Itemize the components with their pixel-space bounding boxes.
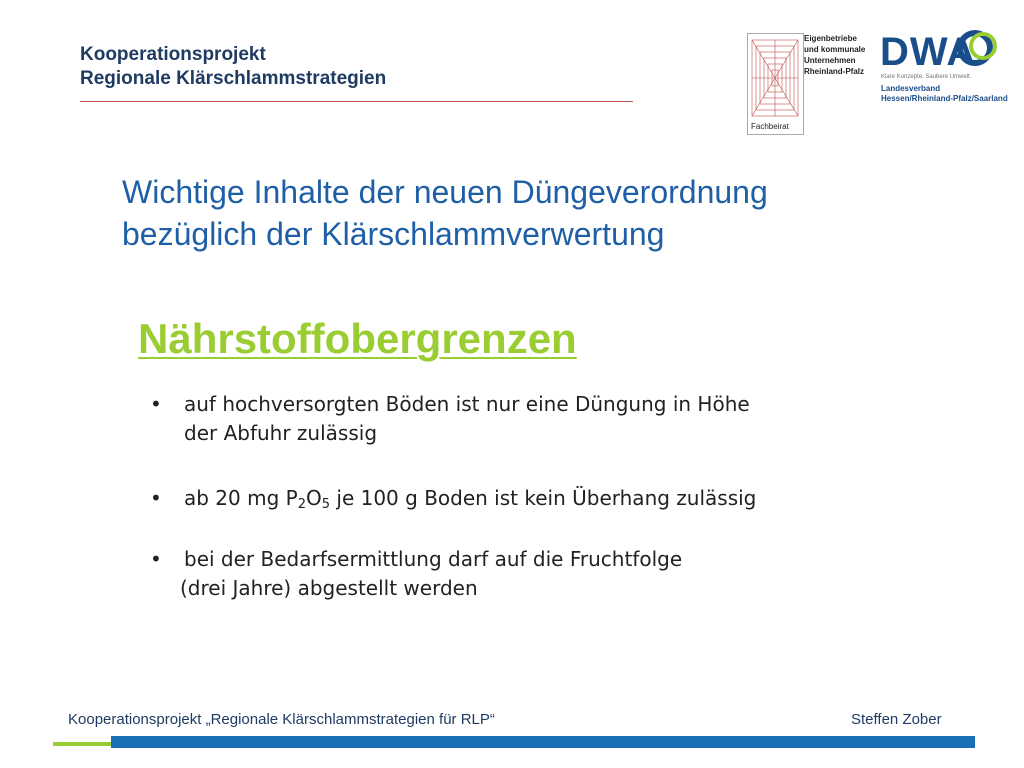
fachbeirat-label: Fachbeirat — [751, 122, 789, 131]
header-project-subtitle: Regionale Klärschlammstrategien — [80, 68, 387, 89]
bullet-dot: • — [150, 547, 162, 571]
header-divider — [80, 101, 633, 102]
bullet-dot: • — [150, 392, 162, 416]
bullet-dot: • — [150, 486, 162, 510]
fachbeirat-text: Eigenbetriebe und kommunale Unternehmen Rheinland-Pfalz — [804, 34, 866, 76]
slide-subtitle: Nährstoffobergrenzen — [138, 315, 577, 362]
slide-title: Wichtige Inhalte der neuen Düngeverordnung bezüglich der Klärschlammverwertung — [122, 174, 768, 252]
footer-bar — [111, 736, 975, 748]
footer-accent-bar — [53, 742, 111, 746]
header-project-title: Kooperationsprojekt — [80, 44, 266, 65]
dwa-slogan: Klare Konzepte. Saubere Umwelt. — [881, 74, 972, 80]
fachbeirat-logo — [747, 33, 804, 135]
dwa-logo-text: DWA — [880, 30, 977, 74]
footer-author: Steffen Zober — [851, 711, 942, 728]
dwa-landesverband: Landesverband Hessen/Rheinland-Pfalz/Saarland — [881, 84, 1008, 103]
footer-project: Kooperationsprojekt „Regionale Klärschlammstrategien für RLP“ — [68, 711, 495, 728]
